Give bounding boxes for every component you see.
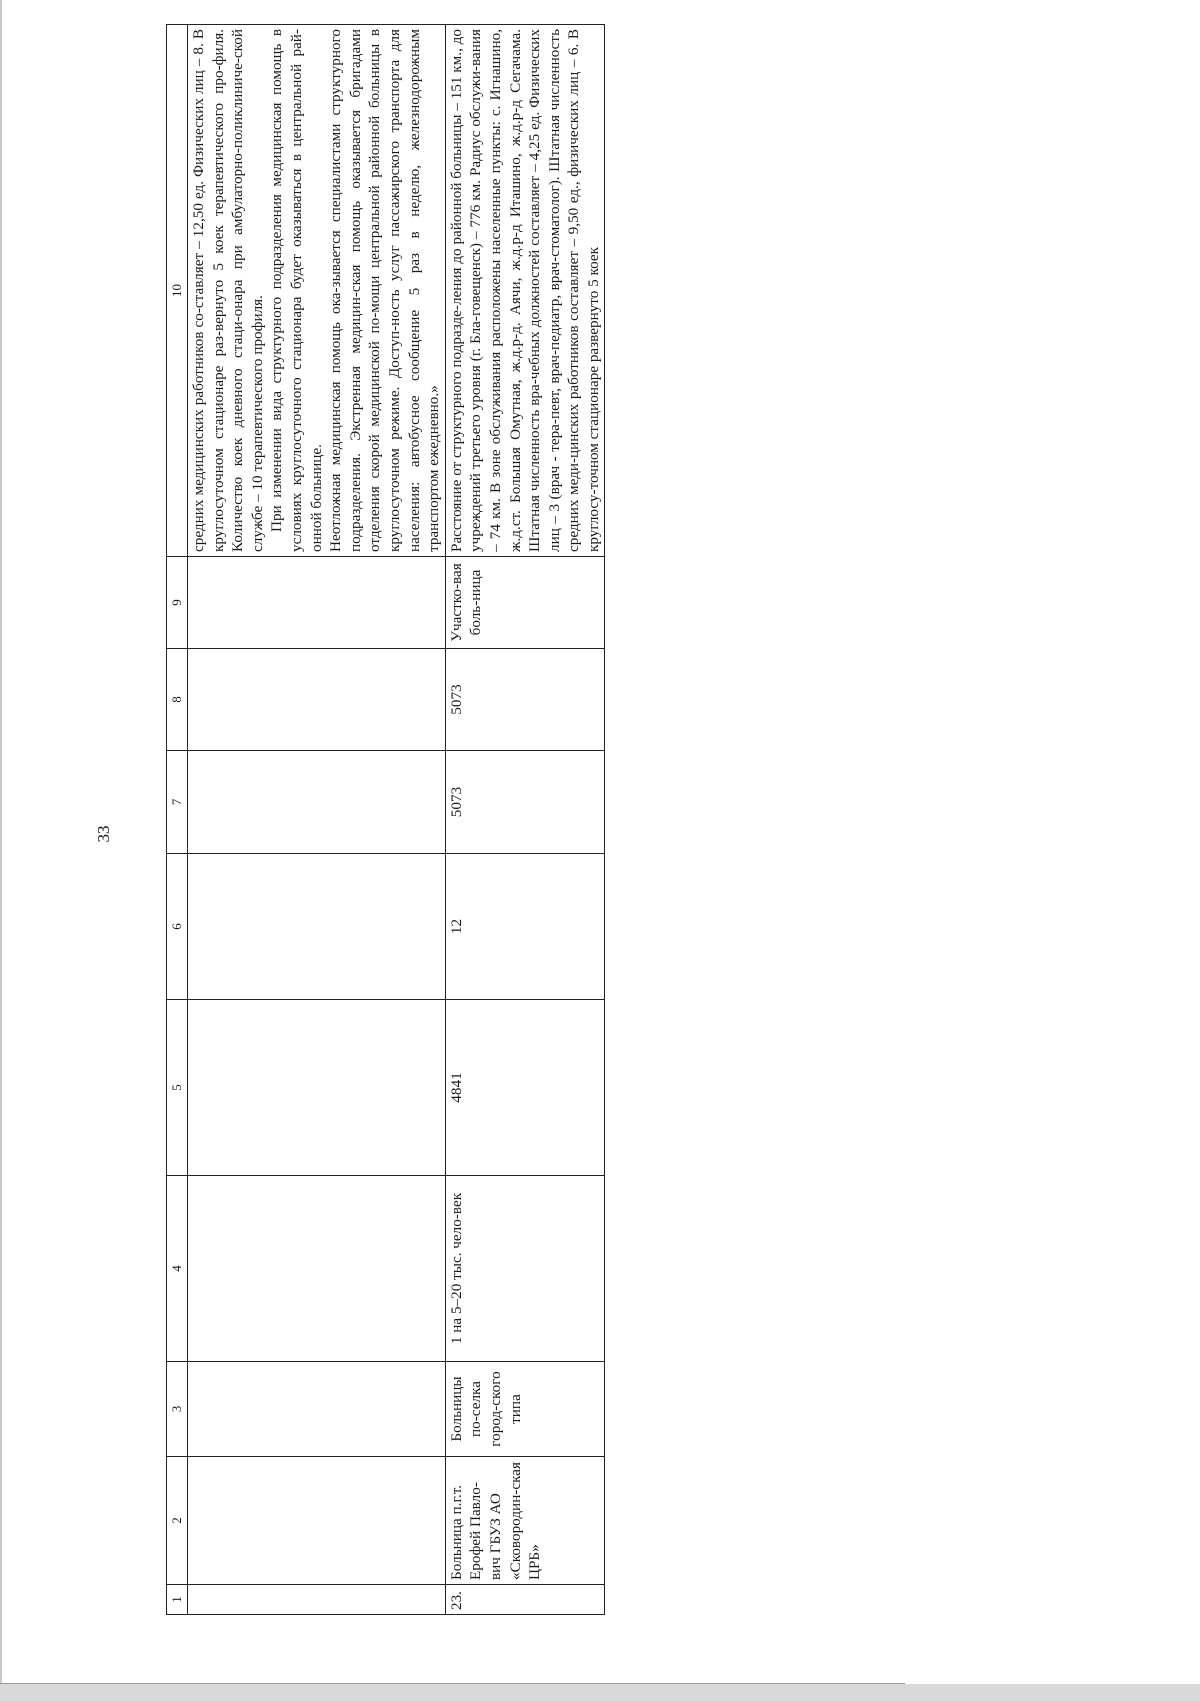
description-paragraph: При изменении вида структурного подразделения медицинская помощь в условиях круглосуточного стационара будет оказываться в центральной рай-онной больнице. — [268, 29, 325, 552]
table-cell-empty — [188, 1176, 446, 1362]
description-paragraph: Неотложная медицинская помощь ока-зывается специалистами структурного подразделения. Экстренная медицин-ская помощь оказывается бригадами отделения скорой медицинской по-мощи центральной районной больницы в круглосуточном режиме. Доступ-ность услуг пассажирского транспорта для населения: автобусное сообщение 5 раз в неделю, железнодорожным транспортом ежедневно.» — [327, 29, 443, 552]
table-cell-empty — [188, 649, 446, 751]
header-cell: 4 — [167, 1176, 188, 1362]
value-cell: 12 — [445, 854, 605, 1000]
header-cell: 1 — [167, 1585, 188, 1615]
scan-bottom-band — [0, 1684, 1200, 1701]
new-type-cell: Участко-вая боль-ница — [445, 557, 605, 649]
table-cell-description: Расстояние от структурного подразде-ления до районной больницы – 151 км., до учреждений третьего уровня (г. Бла-говещенск) – 776 км. Радиус обслужи-вания – 74 км. В зоне обслуживания расположены населенные пункты: с. Игнашино, ж.д.ст. Большая Омутная, ж.д.р-д. Аячи, ж.д.р-д Иташино, ж.д.р-д Сегачама. Штатная численность вра-чебных должностей составляет – 4,25 ед. Физических лиц – 3 (врач - тера-певт, врач-педиатр, врач-стоматолог). Штатная численность средних меди-цинских работников составляет – 9,50 ед., физических лиц – 6. В круглосу-точном стационаре развернуто 5 коек — [445, 25, 605, 557]
header-cell: 6 — [167, 854, 188, 1000]
table-row-23 — [445, 25, 605, 1615]
facility-type-cell: Больницы по-селка город-ского типа — [445, 1362, 605, 1457]
header-cell: 8 — [167, 649, 188, 751]
header-cell: 10 — [167, 25, 188, 557]
table-cell-empty — [188, 557, 446, 649]
table-cell-empty — [188, 854, 446, 1000]
rotated-page — [80, 29, 1110, 1640]
header-row — [167, 25, 188, 1615]
description-paragraph: средних медицинских работников со-ставляет – 12,50 ед. Физических лиц – 8. В круглосуточном стационаре раз-вернуто 5 коек терапевтического про-филя. Количество коек дневного стаци-онара при амбулаторно-поликлиниче-ской службе – 10 терапевтического профиля. — [190, 29, 266, 552]
header-cell: 5 — [167, 1000, 188, 1176]
table-cell-description — [188, 25, 446, 557]
page-number: 33 — [94, 825, 113, 843]
table-cell-empty — [188, 1457, 446, 1585]
table-cell-empty — [188, 1000, 446, 1176]
header-cell: 2 — [167, 1457, 188, 1585]
population-cell: 4841 — [445, 1000, 605, 1176]
header-cell: 7 — [167, 751, 188, 854]
facility-name-cell: Больница п.г.т. Ерофей Павло-вич ГБУЗ АО «Сковородин-ская ЦРБ» — [445, 1457, 605, 1585]
facility-table — [166, 24, 605, 1615]
value-cell: 5073 — [445, 751, 605, 854]
table-cell-empty — [188, 751, 446, 854]
norm-cell: 1 на 5–20 тыс. чело-век — [445, 1176, 605, 1362]
value-cell: 5073 — [445, 649, 605, 751]
table-cell-empty — [188, 1362, 446, 1457]
header-cell: 9 — [167, 557, 188, 649]
header-cell: 3 — [167, 1362, 188, 1457]
table-cell-empty — [188, 1585, 446, 1615]
row-number-cell: 23. — [445, 1585, 605, 1615]
table-row-continuation — [188, 25, 446, 1615]
page-left-edge — [0, 0, 2, 1701]
